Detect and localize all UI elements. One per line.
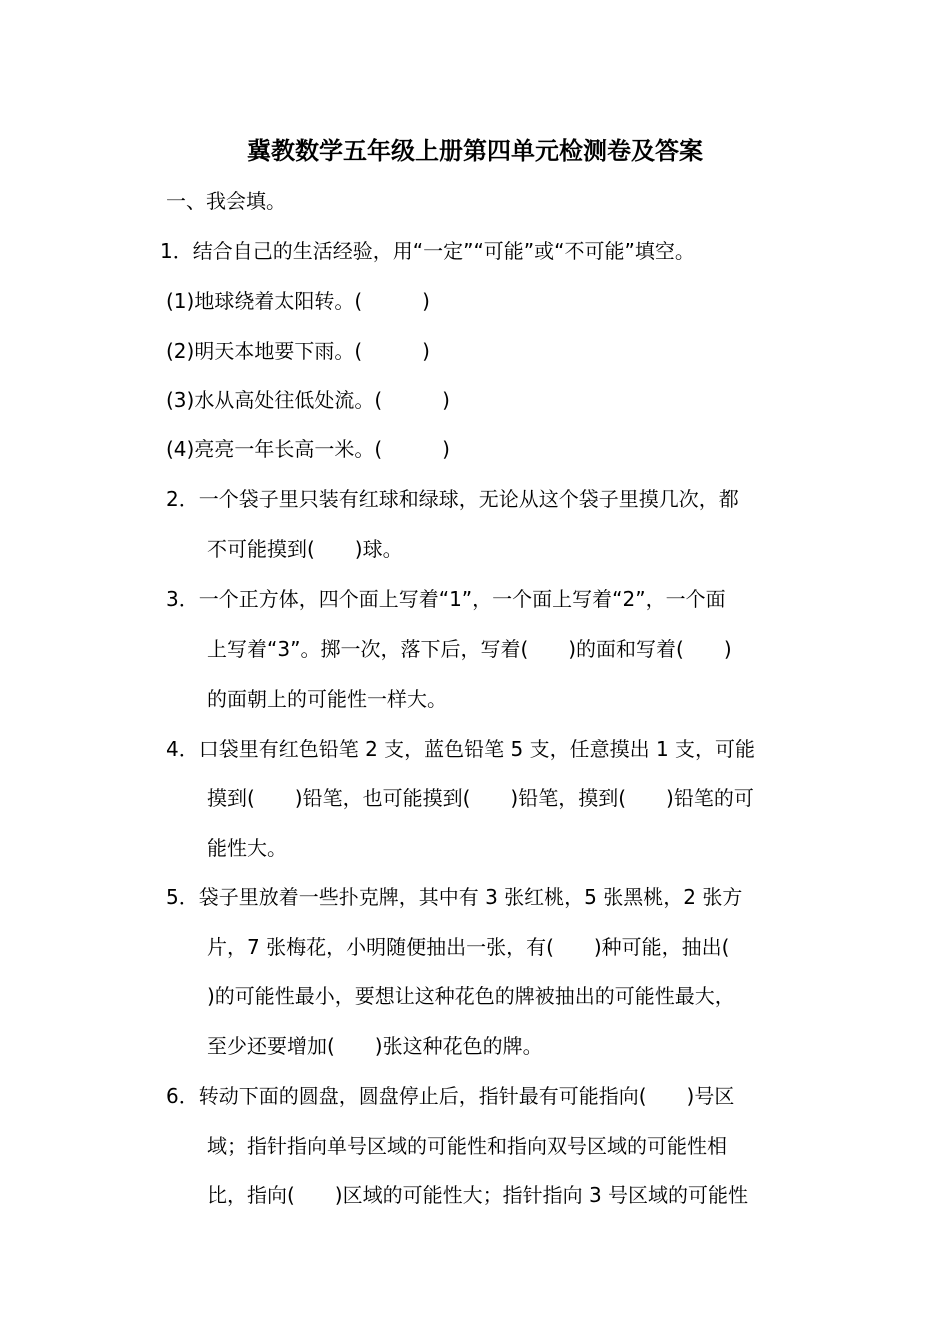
question-2-line-2: 不可能摸到( )球。 [207,537,403,561]
question-1-stem: 1．结合自己的生活经验，用“一定”“可能”或“不可能”填空。 [160,239,695,263]
question-6-line-1: 6．转动下面的圆盘，圆盘停止后，指针最有可能指向( )号区 [166,1084,735,1108]
question-3-line-2: 上写着“3”。掷一次，落下后，写着( )的面和写着( ) [207,637,732,661]
section-heading: 一、我会填。 [166,189,286,213]
question-6-line-2: 域；指针指向单号区域的可能性和指向双号区域的可能性相 [207,1134,727,1158]
question-3-line-3: 的面朝上的可能性一样大。 [207,687,447,711]
question-1-item-1: (1)地球绕着太阳转。( ) [166,289,430,313]
question-5-line-1: 5．袋子里放着一些扑克牌，其中有 3 张红桃，5 张黑桃，2 张方 [166,885,743,909]
question-1-item-2: (2)明天本地要下雨。( ) [166,339,430,363]
question-5-line-3: )的可能性最小，要想让这种花色的牌被抽出的可能性最大， [207,984,735,1008]
question-5-line-4: 至少还要增加( )张这种花色的牌。 [207,1034,543,1058]
question-4-line-1: 4．口袋里有红色铅笔 2 支，蓝色铅笔 5 支，任意摸出 1 支，可能 [166,737,756,761]
question-2-line-1: 2．一个袋子里只装有红球和绿球，无论从这个袋子里摸几次，都 [166,487,739,511]
question-1-item-3: (3)水从高处往低处流。( ) [166,388,450,412]
question-6-line-3: 比，指向( )区域的可能性大；指针指向 3 号区域的可能性 [207,1183,749,1207]
question-4-line-2: 摸到( )铅笔，也可能摸到( )铅笔，摸到( )铅笔的可 [207,786,754,810]
document-title: 冀教数学五年级上册第四单元检测卷及答案 [247,137,703,165]
question-1-item-4: (4)亮亮一年长高一米。( ) [166,437,450,461]
question-5-line-2: 片，7 张梅花，小明随便抽出一张，有( )种可能，抽出( [207,935,730,959]
question-4-line-3: 能性大。 [207,836,287,860]
question-3-line-1: 3．一个正方体，四个面上写着“1”，一个面上写着“2”，一个面 [166,587,726,611]
